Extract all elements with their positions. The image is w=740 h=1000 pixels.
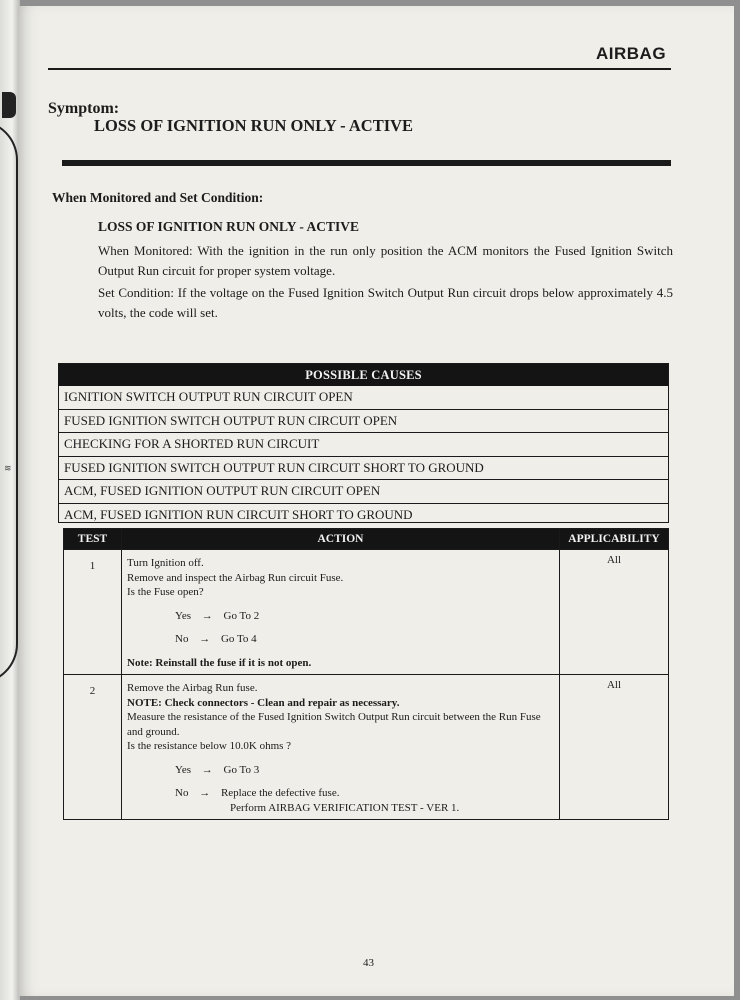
yes-action: Go To 3	[223, 763, 260, 776]
test-column-header: TEST	[64, 529, 122, 550]
no-action: Replace the defective fuse.	[220, 787, 340, 799]
page-number: 43	[363, 957, 374, 969]
symptom-rule	[62, 160, 671, 166]
set-condition-text: Set Condition: If the voltage on the Fused Ignition Switch Output Run circuit drops below approximately 4.5 volts, the code will set.	[98, 285, 673, 320]
cause-item: IGNITION SWITCH OUTPUT RUN CIRCUIT OPEN	[64, 389, 353, 404]
cause-item: ACM, FUSED IGNITION RUN CIRCUIT SHORT TO GROUND	[59, 503, 668, 527]
test-number: 2	[64, 675, 122, 820]
no-option	[127, 786, 555, 815]
no-label: No	[175, 633, 189, 645]
table-row	[64, 675, 669, 820]
when-monitored-text: When Monitored: With the ignition in the run only position the ACM monitors the Fused Ignition Switch Output Run circuit for proper system voltage.	[98, 243, 673, 278]
arrow-right-icon: →	[201, 609, 213, 622]
symptom-label: Symptom:	[48, 100, 120, 117]
test-table	[63, 528, 669, 820]
header-rule	[48, 68, 671, 70]
no-label: No	[175, 787, 189, 799]
arrow-right-icon: →	[199, 787, 211, 799]
possible-causes-box	[58, 363, 669, 523]
yes-option	[127, 609, 555, 624]
yes-action: Go To 2	[223, 609, 260, 622]
monitored-subheading: LOSS OF IGNITION RUN ONLY - ACTIVE	[98, 219, 360, 234]
cause-item: FUSED IGNITION SWITCH OUTPUT RUN CIRCUIT SHORT TO GROUND	[59, 456, 668, 480]
tab-mark	[2, 92, 16, 118]
test-applicability: All	[560, 675, 669, 820]
no-action-continued: Perform AIRBAG VERIFICATION TEST - VER 1.	[230, 801, 460, 814]
arrow-right-icon: →	[201, 763, 213, 776]
action-line: Remove the Airbag Run fuse.	[127, 682, 258, 694]
cause-item: CHECKING FOR A SHORTED RUN CIRCUIT	[59, 432, 668, 456]
action-line: Is the Fuse open?	[127, 586, 204, 598]
symptom-title: LOSS OF IGNITION RUN ONLY - ACTIVE	[94, 116, 414, 135]
cause-item: ACM, FUSED IGNITION OUTPUT RUN CIRCUIT OPEN	[59, 479, 668, 503]
test-action	[122, 675, 560, 820]
applicability-column-header: APPLICABILITY	[560, 529, 669, 550]
section-title: AIRBAG	[596, 44, 667, 63]
action-line: Remove and inspect the Airbag Run circuit Fuse.	[127, 571, 344, 584]
action-line: Turn Ignition off.	[127, 557, 204, 569]
test-note: Note: Reinstall the fuse if it is not open.	[127, 656, 312, 669]
test-action	[122, 550, 560, 675]
monitored-heading: When Monitored and Set Condition:	[52, 190, 264, 205]
action-column-header: ACTION	[122, 529, 560, 550]
action-line: Is the resistance below 10.0K ohms ?	[127, 740, 292, 752]
test-applicability: All	[560, 550, 669, 675]
ring-binding	[0, 120, 18, 684]
cause-item: FUSED IGNITION SWITCH OUTPUT RUN CIRCUIT OPEN	[59, 409, 668, 433]
no-action: Go To 4	[220, 633, 257, 645]
table-row	[64, 550, 669, 675]
yes-option	[127, 763, 555, 778]
test-number: 1	[64, 550, 122, 675]
test-note: NOTE: Check connectors - Clean and repair as necessary.	[127, 696, 400, 709]
possible-causes-heading: POSSIBLE CAUSES	[59, 364, 668, 386]
yes-label: Yes	[175, 609, 192, 622]
test-table-header	[64, 529, 669, 550]
arrow-right-icon: →	[199, 633, 211, 645]
no-option	[127, 632, 555, 647]
action-line: Measure the resistance of the Fused Ignition Switch Output Run circuit between the Run Fuse and ground.	[127, 711, 541, 738]
yes-label: Yes	[175, 763, 192, 776]
margin-mark: ≋	[4, 463, 12, 473]
